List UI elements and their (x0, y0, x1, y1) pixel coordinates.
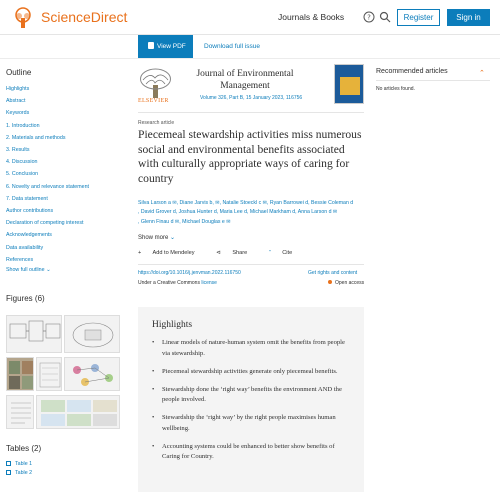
tables-panel (6, 444, 41, 478)
highlight-item: • Stewardship the ‘right way’ by the right people maximises human wellbeing. (152, 413, 350, 434)
brand-name[interactable]: ScienceDirect (41, 9, 128, 25)
help-icon[interactable] (363, 11, 375, 23)
outline-item-highlights[interactable]: Highlights (6, 86, 30, 92)
elsevier-tree-icon[interactable] (138, 68, 173, 102)
outline-item-materials-methods[interactable]: 2. Materials and methods (6, 134, 66, 141)
panel-figure-icon (37, 396, 121, 430)
outline-item-references[interactable]: References (6, 256, 34, 263)
register-button[interactable]: Register (397, 9, 440, 26)
top-bar (0, 0, 500, 35)
plus-icon: + (138, 250, 142, 256)
article-actions (138, 250, 312, 256)
quote-icon: “ (268, 250, 271, 256)
chart-figure-icon (37, 358, 63, 392)
journal-cover-image[interactable] (334, 64, 364, 104)
table-link-label: Table 2 (15, 470, 33, 476)
outline-item-conclusion[interactable]: 5. Conclusion (6, 171, 39, 178)
text-figure-icon (7, 396, 35, 430)
article-title: Piecemeal stewardship activities miss numerous social and environmental benefits associated with culturally appropriate ways of caring for country (138, 128, 362, 185)
chevron-down-icon: ⌄ (170, 235, 176, 241)
figure-thumbnail[interactable] (6, 357, 34, 391)
outline-item-acknowledgements[interactable]: Acknowledgements (6, 232, 52, 239)
author-line[interactable]: , Glenn Finau d ✉, Michael Douglas e ✉ (138, 218, 231, 225)
view-pdf-label: View PDF (157, 43, 186, 50)
svg-text:?: ? (367, 13, 371, 22)
cycle-figure-icon (65, 316, 121, 354)
license-prefix: Under a Creative Commons (138, 280, 202, 286)
tables-title: Tables (2) (6, 444, 42, 453)
recommended-title: Recommended articles (376, 68, 448, 75)
outline-item-author-contributions[interactable]: Author contributions (6, 208, 54, 215)
network-figure-icon (65, 358, 121, 392)
publisher-name: ELSEVIER (138, 98, 169, 104)
outline-item-novelty[interactable]: 6. Novelty and relevance statement (6, 183, 90, 190)
highlight-item: • Accounting systems could be enhanced to better show benefits of Caring for Country. (152, 442, 350, 463)
add-mendeley-button[interactable] (138, 250, 205, 256)
rights-link[interactable]: Get rights and content (308, 270, 358, 276)
open-access-badge (328, 280, 364, 286)
figure-thumbnail[interactable] (36, 357, 62, 391)
highlights-box (138, 307, 364, 492)
sign-in-button[interactable]: Sign in (447, 9, 490, 26)
divider (138, 264, 364, 265)
author-line[interactable]: , David Grover d, Joshua Hunter d, Maria Lee d, Michael Markham d, Anna Larson d ✉ (138, 209, 338, 216)
table-icon (6, 461, 11, 466)
table-icon (6, 470, 11, 475)
figures-title: Figures (6) (6, 294, 45, 304)
outline-item-data-statement[interactable]: 7. Data statement (6, 195, 48, 202)
table-link-1[interactable] (6, 460, 41, 469)
highlight-item: • Stewardship done the ‘right way’ benefits the environment AND the people involved. (152, 385, 350, 406)
download-issue-link[interactable]: Download full issue (204, 43, 261, 50)
highlight-item: • Piecemeal stewardship activities generate only piecemeal benefits. (152, 367, 350, 378)
license-info (138, 280, 217, 286)
cite-button[interactable] (269, 250, 302, 256)
show-full-outline-button[interactable] (6, 267, 126, 273)
author-line[interactable]: Silva Larson a ✉, Diane Jarvis b, ✉, Natalie Stoeckl c ✉, Ryan Barrowei d, Bessie Coleman d (138, 200, 354, 206)
outline-title: Outline (6, 68, 32, 77)
author-list (138, 199, 364, 227)
figure-thumbnail[interactable] (64, 357, 120, 391)
journal-name[interactable]: Journal of Environmental Management (196, 69, 294, 91)
doi-link[interactable]: https://doi.org/10.1016/j.jenvman.2022.116750 (138, 270, 241, 276)
outline-item-keywords[interactable]: Keywords (6, 110, 30, 117)
show-full-outline-label: Show full outline (6, 267, 45, 274)
share-label: Share (232, 250, 248, 256)
outline-item-discussion[interactable]: 4. Discussion (6, 159, 38, 166)
recommended-empty-text: No articles found. (376, 86, 415, 92)
cite-label: Cite (282, 250, 293, 256)
journals-books-link[interactable]: Journals & Books (278, 12, 345, 22)
outline-panel (6, 68, 126, 309)
show-more-label: Show more (138, 235, 169, 241)
divider (138, 112, 364, 113)
outline-item-competing-interest[interactable]: Declaration of competing interest (6, 220, 84, 227)
table-link-label: Table 1 (15, 461, 33, 467)
figure-thumbnail[interactable] (6, 315, 62, 353)
chevron-down-icon: ⌄ (46, 267, 51, 274)
add-mendeley-label: Add to Mendeley (152, 250, 195, 256)
outline-item-data-availability[interactable]: Data availability (6, 244, 44, 251)
article-toolbar (0, 35, 500, 59)
outline-item-introduction[interactable]: 1. Introduction (6, 122, 40, 129)
outline-item-results[interactable]: 3. Results (6, 147, 30, 154)
elsevier-tree-logo-icon[interactable] (10, 7, 36, 29)
figure-thumbnail[interactable] (36, 395, 120, 429)
share-button[interactable] (216, 250, 257, 256)
highlight-item: • Linear models of nature-human system omit the benefits from people via stewardship. (152, 338, 350, 359)
highlights-title: Highlights (152, 320, 193, 330)
article-type: Research article (138, 120, 175, 126)
open-access-icon (328, 280, 332, 284)
share-icon: ⊲ (216, 250, 221, 256)
table-link-2[interactable] (6, 469, 41, 478)
outline-item-abstract[interactable]: Abstract (6, 98, 26, 105)
search-icon[interactable] (379, 11, 391, 23)
pdf-icon (148, 42, 154, 49)
journal-volume-link[interactable]: Volume 326, Part B, 15 January 2023, 116756 (200, 95, 303, 101)
chevron-up-icon[interactable]: ⌃ (479, 70, 485, 77)
divider (376, 80, 490, 81)
license-link[interactable]: license (201, 280, 217, 286)
figure-thumbnail[interactable] (6, 395, 34, 429)
show-more-button[interactable] (138, 234, 175, 241)
open-access-label: Open access (335, 280, 365, 286)
figure-thumbnail[interactable] (64, 315, 120, 353)
view-pdf-button[interactable] (138, 35, 193, 58)
diagram-figure-icon (7, 316, 63, 354)
photo-figure-icon (7, 358, 35, 392)
